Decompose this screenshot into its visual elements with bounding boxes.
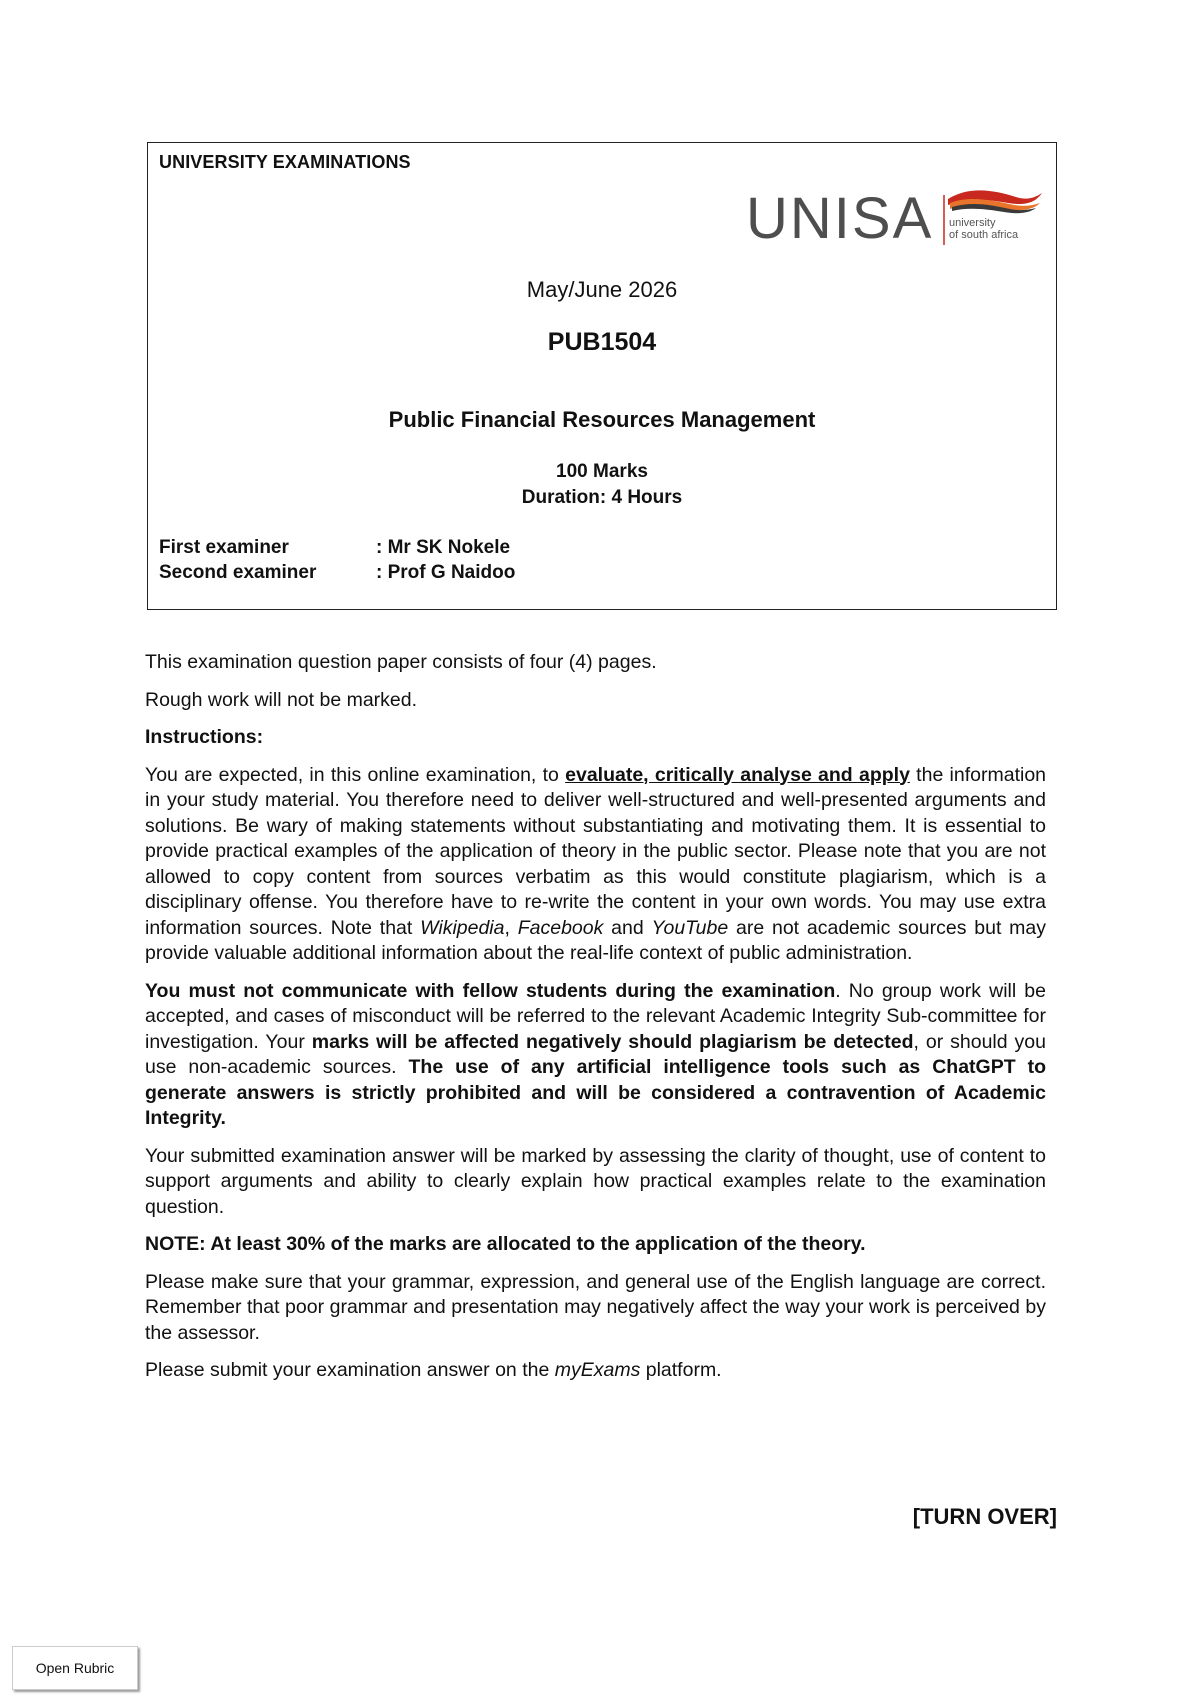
open-rubric-button[interactable]: Open Rubric [12, 1646, 138, 1690]
unisa-subtitle: university of south africa [949, 217, 1019, 241]
examiner-row-second: Second examiner : Prof G Naidoo [159, 562, 516, 583]
examiners [159, 535, 515, 585]
examiner-row-first: First examiner : Mr SK Nokele [159, 537, 511, 558]
instructions-heading: Instructions: [145, 726, 264, 748]
unisa-logo [746, 183, 1046, 258]
module-title: Public Financial Resources Management [388, 407, 816, 432]
page-count-note: This examination question paper consists of four (4) pages. [145, 651, 657, 673]
university-examinations-label: UNIVERSITY EXAMINATIONS [159, 152, 411, 172]
unisa-wordmark: UNISA [746, 186, 934, 251]
cover-box [147, 142, 1057, 610]
submit-paragraph: Please submit your examination answer on the myExams platform. [145, 1359, 722, 1381]
instructions-paragraph-4: Please make sure that your grammar, expression, and general use of the English language are correct. Remember that poor grammar and presentation may negatively affect the way your work is perceived by the assessor. [145, 1270, 1046, 1344]
module-code: PUB1504 [547, 328, 657, 356]
note-paragraph: NOTE: At least 30% of the marks are allocated to the application of the theory. [145, 1233, 866, 1255]
instructions-paragraph-3: Your submitted examination answer will be marked by assessing the clarity of thought, use of content to support arguments and ability to clearly explain how practical examples relate to the examination question. [145, 1144, 1046, 1218]
exam-date: May/June 2026 [526, 277, 678, 302]
turn-over-label: [TURN OVER] [912, 1504, 1057, 1529]
instructions-body [145, 650, 1046, 1396]
marks-duration [148, 459, 1056, 511]
instructions-paragraph-2: You must not communicate with fellow students during the examination. No group work will be accepted, and cases of misconduct will be referred to the relevant Academic Integrity Sub-committee for investigation. Your marks will be affected negatively should plagiarism be detected, or should you use non-academic sources. The use of any artificial intelligence tools such as ChatGPT to generate answers is strictly prohibited and will be considered a contravention of Academic Integrity. [145, 979, 1047, 1129]
duration: Duration: 4 Hours [521, 487, 683, 508]
rough-work-note: Rough work will not be marked. [145, 688, 418, 711]
total-marks: 100 Marks [556, 461, 648, 482]
instructions-paragraph-1: You are expected, in this online examination, to evaluate, critically analyse and apply the information in your study material. You therefore need to deliver well-structured and well-presented arguments and solutions. Be wary of making statements without substantiating and motivating them. It is essential to provide practical examples of the application of theory in the public sector. Please note that you are not allowed to copy content from sources verbatim as this would constitute plagiarism, which is a disciplinary offense. You therefore have to re-write the content in your own words. You may use extra information sources. Note that Wikipedia, Facebook and YouTube are not academic sources but may provide valuable additional information about the real-life context of public administration. [145, 763, 1047, 964]
